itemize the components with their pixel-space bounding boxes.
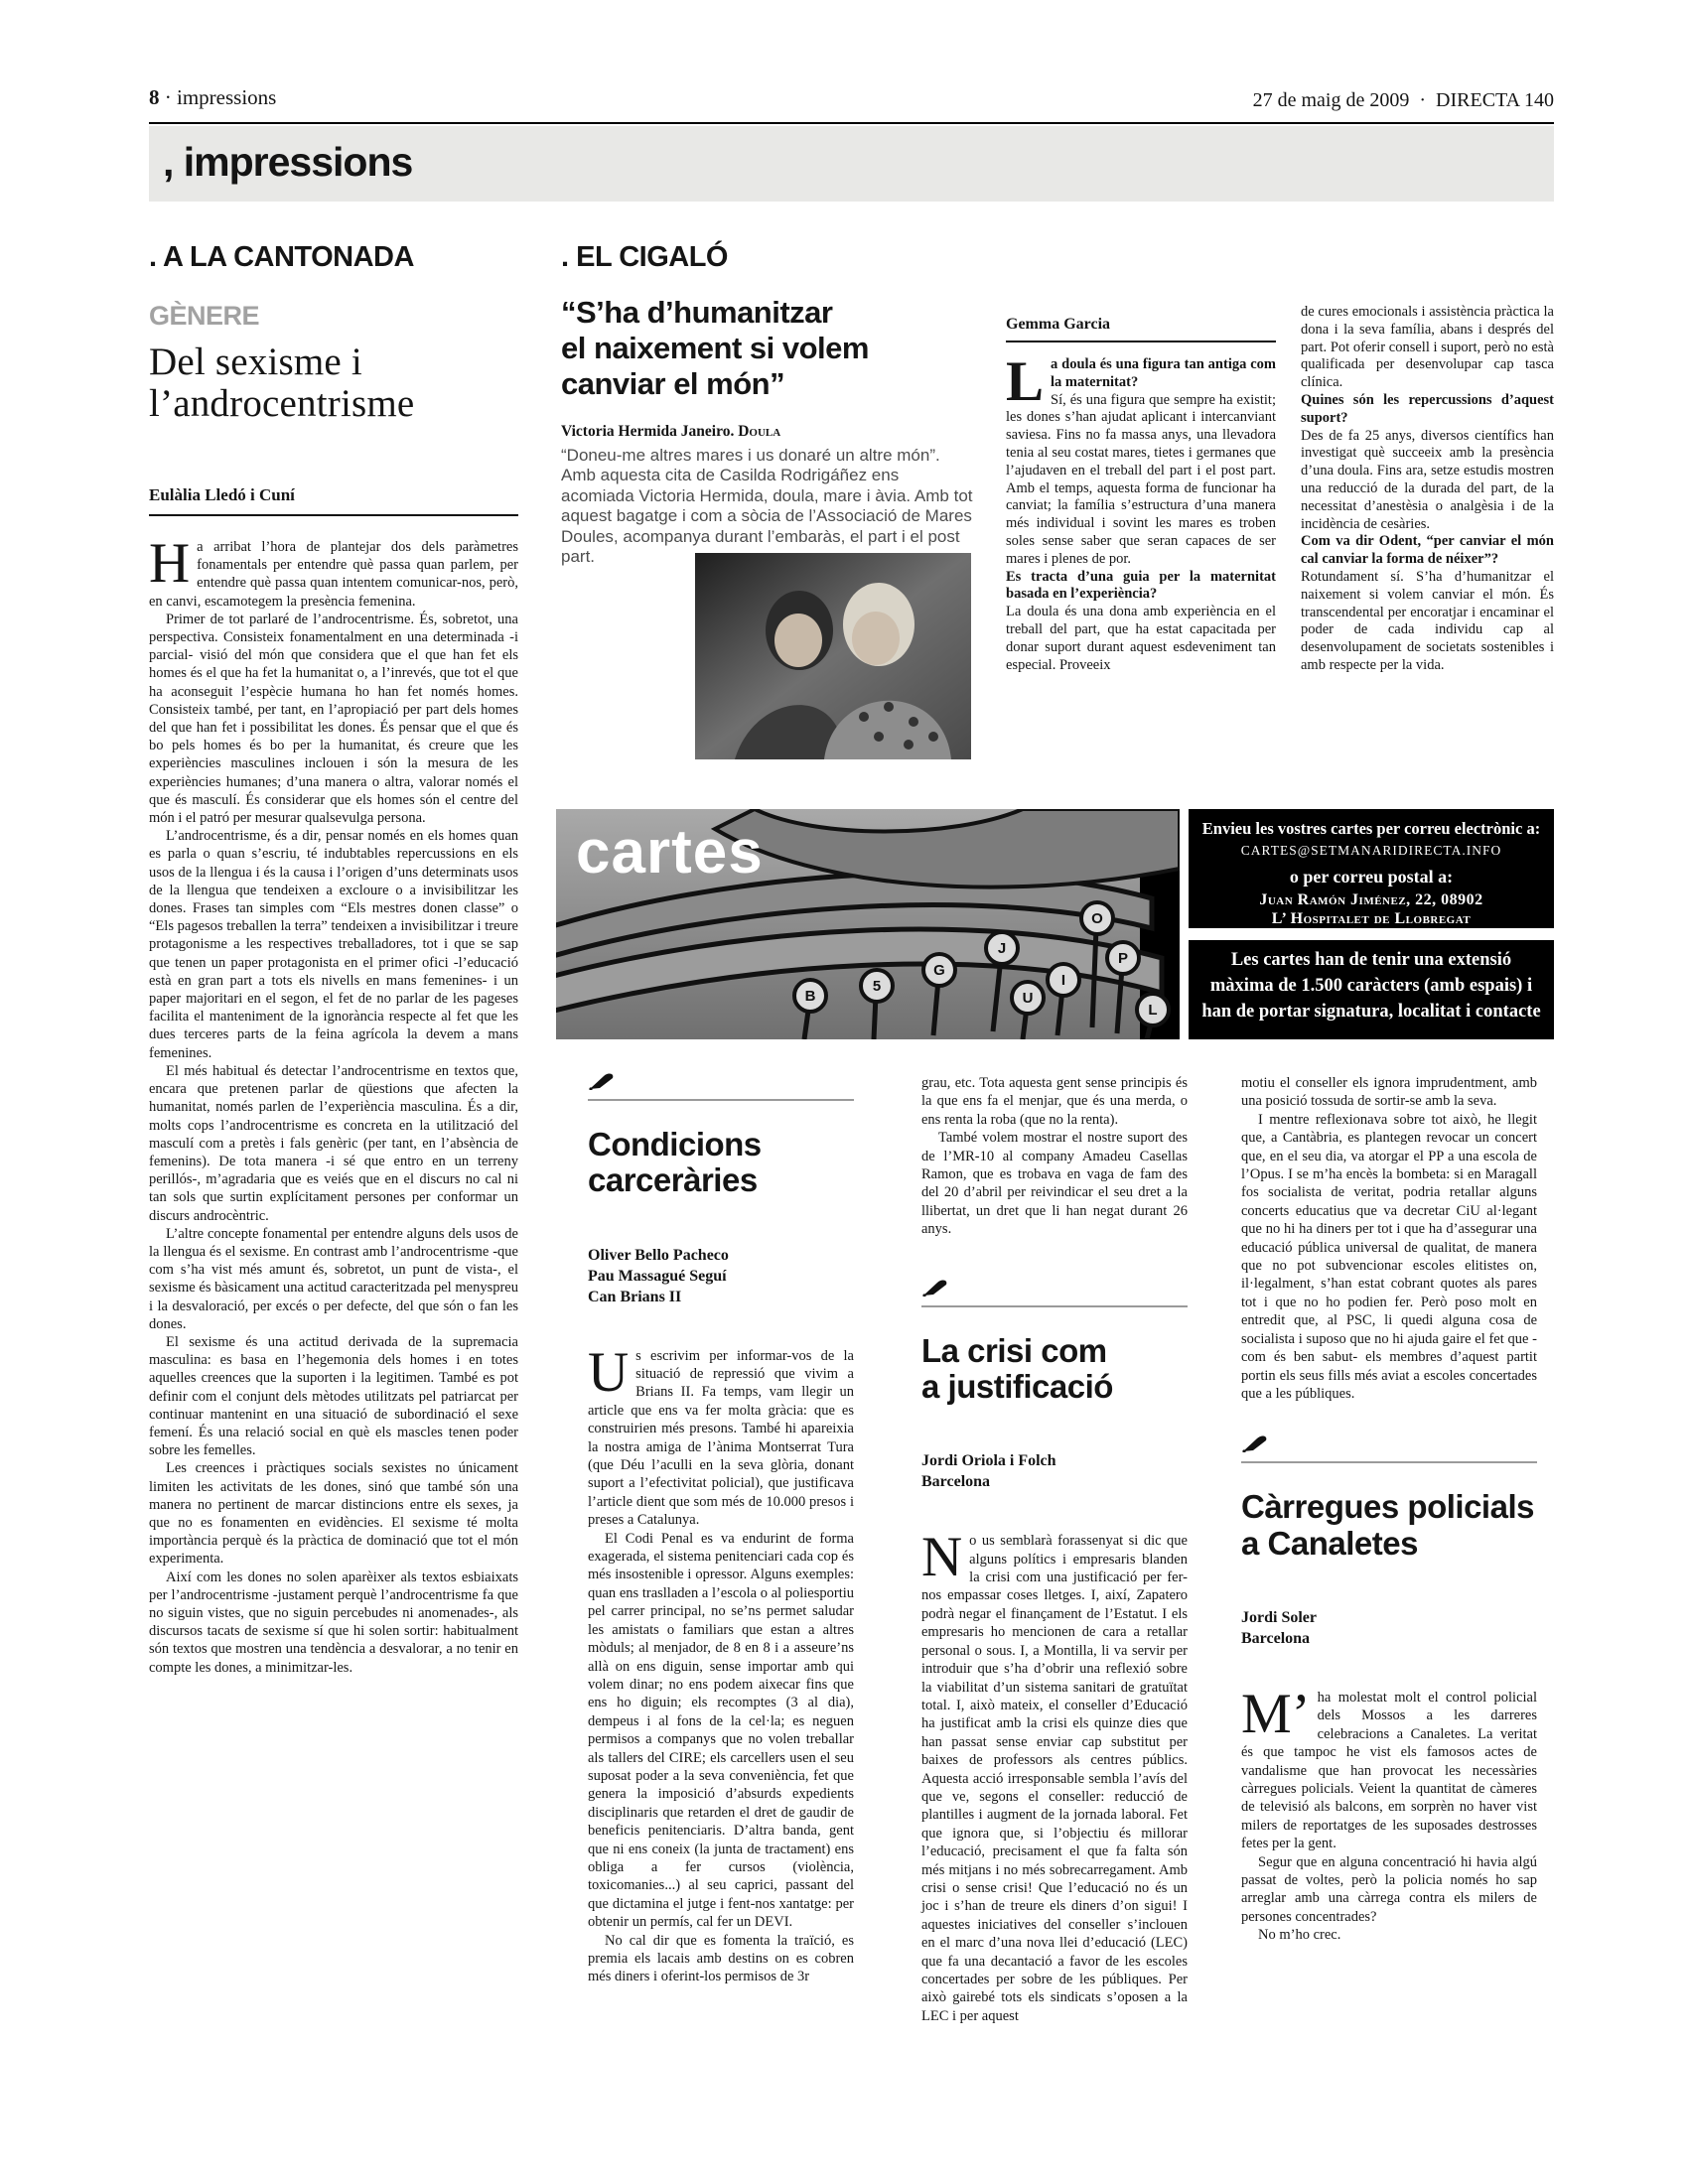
letters-col2 bbox=[921, 1074, 1188, 2025]
dropcap: N bbox=[921, 1526, 963, 1589]
svg-text:G: G bbox=[933, 962, 945, 979]
left-article-body bbox=[149, 532, 518, 1677]
dropcap: H bbox=[149, 532, 191, 595]
letter-divider bbox=[1241, 1433, 1537, 1463]
center-article-title: “S’ha d’humanitzar el naixement si volem canviar el món” bbox=[561, 295, 869, 401]
center-article-byline: Victoria Hermida Janeiro. Doula bbox=[561, 423, 781, 440]
svg-text:5: 5 bbox=[872, 978, 882, 995]
cartes-logo: cartes bbox=[576, 818, 764, 887]
header-rule bbox=[149, 122, 1554, 124]
header-separator: · bbox=[164, 85, 172, 109]
left-article-kicker: . A LA CANTONADA bbox=[149, 241, 414, 273]
postal-heading: o per correu postal a: bbox=[1289, 867, 1454, 887]
dropcap: U bbox=[588, 1340, 630, 1404]
interview-lead-question: La doula és una figura tan antiga com la maternitat? bbox=[1006, 350, 1276, 413]
letter3-title: Càrregues policials a Canaletes bbox=[1241, 1488, 1534, 1562]
cartes-rules-box bbox=[1189, 940, 1554, 1039]
dropcap: L bbox=[1006, 350, 1045, 413]
email-heading: Envieu les vostres cartes per correu electrònic a: bbox=[1201, 819, 1541, 838]
svg-text:P: P bbox=[1117, 950, 1129, 967]
letter1-body: Us escrivim per informar-vos de la situació de repressió que vivim a Brians II. Fa temps, vam llegir un article que ens va fer molta gràcia: que es construirien més presons. També hi apareixia la nostra amiga de l’ànima Montserrat Tura (que Déu l’aculli en la seva glòria, donant suport a l’efectivitat policial), que justificava l’article dient que som més de 10.000 presos i preses a Catalunya. El Codi Penal es va endurint de forma exagerada, el sistema penitenciari cada cop és més insostenible i opressor. Alguns exemples: quan ens traslladen a l’escola o al poliesportiu pel carrer principal, no se’ns permet saludar les amistats o familiars que estan a altres mòduls; al menjador, de 8 en 8 i a asseure’ns allà on ens diguin, sense importar amb qui volem dinar; no ens podem aixecar fins que ens ho diguin; els recomptes (3 al dia), dempeus i al fons de la cel·la; es neguen permisos a companys que no volen treballar als tallers del CIRE; els carcellers usen el seu suposat poder a la seva conveniència, fet que genera la imposició d’absurds expedients disciplinaris que retarden el dret de gaudir de beneficis penitenciaris. D’altra banda, gent que ni ens coneix (la junta de tractament) ens obliga a fer cursos (violència, toxicomanies...) al seu caprici, passant del que dictamina el jutge i fent-nos xantatge: per obtenir un permís, cal fer un DEVI. No cal dir que es fomenta la traïció, es premia els lacais amb destins on es cobren més diners i oferint-los permisos de 3r bbox=[588, 1340, 854, 1985]
cartes-banner bbox=[556, 809, 1180, 1039]
interview-col2 bbox=[1301, 304, 1554, 675]
issue-name: DIRECTA 140 bbox=[1436, 89, 1554, 111]
letter2-authors: Jordi Oriola i Folch Barcelona bbox=[921, 1452, 1056, 1491]
interview-col1 bbox=[1006, 316, 1276, 674]
left-article-lead: Ha arribat l’hora de plantejar dos dels paràmetres fonamentals per entendre què passa quan parlem, per entendre què passa quan intentem comunicar-nos, però, en canvi, escamotegem la presència femenina. bbox=[149, 532, 518, 610]
address-line2: L’ Hospitalet de Llobregat bbox=[1271, 910, 1472, 927]
byline-role: Doula bbox=[738, 423, 781, 440]
interview-qa-col1: Sí, és una figura que sempre ha existit; les dones s’han ajudat aplicant i intercanviant saviesa. Fins no fa massa anys, una llevadora tenia al seu costat mares, tietes i germanes que l’ajudaven en el treball del part i el post part. Amb el temps, aquesta forma de funcionar ha canviat; la família s’estructura d’una manera més individual i sovint les mares es troben soles sense saber que seran capaces de ser mares i plenes de por. Es tracta d’una guia per la maternitat basada en l’experiència? La doula és una dona amb experiència en el treball del part, que ha estat capacitada per donar suport durant aquest esdeveniment tan especial. Proveeix bbox=[1006, 391, 1276, 673]
header-dot: · bbox=[1419, 89, 1427, 111]
svg-text:J: J bbox=[997, 940, 1007, 957]
svg-text:U: U bbox=[1022, 990, 1034, 1007]
cartes-note: Les cartes han de tenir una extensió màxima de 1.500 caràcters (amb espais) i han de portar signatura, localitat i contacte bbox=[1201, 950, 1541, 1022]
letter1-continuation: grau, etc. Tota aquesta gent sense principis és la que ens fa el menjar, que és una merda, o ens renta la roba (que no la renta). També volem mostrar el nostre suport des de l’MR-10 al company Amadeu Casellas Ramon, que es trobava en vaga de fam des del 20 d’abril per reivindicar el seu dret a la llibertat, un dret que li han negat durant 26 anys. bbox=[921, 1075, 1188, 1238]
letter2-body: No us semblarà forassenyat si dic que alguns polítics i empresaris blanden la crisi com una justificació per fer-nos empassar coses lletges. I, així, Zapatero podrà negar el finançament de l’Estatut. I els empresaris ho mencionen de cara a retallar personal o sous. I, a Montilla, li va servir per introduir que s’ha d’obrir una reflexió sobre la viabilitat d’un sistema sanitari de gratuïtat total. I, això mateix, el conseller d’Educació ha justificat amb la crisi els quinze dies que han passat sense enviar cap substitut per baixes de professors als centres públics. Aquesta acció irresponsable sembla l’avís del que ve, segons el conseller: reducció de plantilles i augment de la jornada laboral. Fet que ignora que, si l’objectiu és millorar l’educació, precisament el que fa falta són més mitjans i no més sobrecarregament. Amb crisi o sense crisi! Que l’educació no és un joc i s’han de treure els diners d’on sigui! I aquestes iniciatives del conseller s’inclouen en el marc d’una nova llei d’educació (LEC) que fa una decantació a favor de les escoles concertades per sobre de les públiques. Per això gairebé tots els sindicats s’oposen a la LEC i per aquest bbox=[921, 1526, 1188, 2024]
svg-text:B: B bbox=[804, 988, 816, 1005]
left-article-topic: GÈNERE bbox=[149, 301, 260, 331]
page-header-left bbox=[149, 85, 276, 110]
header-section: impressions bbox=[177, 85, 277, 109]
letter2-continuation: motiu el conseller els ignora imprudentment, amb una posició tossuda de sortir-se amb la seva. I mentre reflexionava sobre tot això, he llegit que, a Cantàbria, es plantegen revocar un concert que, en el seu dia, va atorgar el PP a una escola de l’Opus. I se m’ha encès la bombeta: si en Maragall fos socialista de veritat, podria retallar alguns concerts educatius que va decretar CiU al·legant que no hi ha diners per tot i que ha d’assegurar una educació pública universal de qualitat, de manera que no pot subvencionar escoles elitistes on, il·legalment, s’han estat cobrant quotes als pares tot i que no ho podien fer. Però poso molt en entredit que, al PSC, li quedi alguna cosa de socialista i suposo que no hi ajuda gaire el fet que -com és ben sabut- els membres d’aquest partit portin els seus fills més aviat a escoles concertades que a les públiques. bbox=[1241, 1075, 1537, 1402]
page-number: 8 bbox=[149, 85, 160, 109]
section-band bbox=[149, 126, 1554, 202]
svg-text:O: O bbox=[1091, 910, 1103, 927]
center-article-intro: “Doneu-me altres mares i us donaré un altre món”. Amb aquesta cita de Casilda Rodrigáñez ens acomiada Victoria Hermida, doula, mare i àvia. Amb tot aquest bagatge i com a sòcia de l’Associació de Mares Doules, acompanya durant l’embaràs, el part i el post part. bbox=[561, 446, 973, 566]
left-article-author: Eulàlia Lledó i Cuní bbox=[149, 485, 518, 516]
interview-qa-col2: de cures emocionals i assistència pràctica la dona i la seva família, abans i després del part. Pot oferir consell i suport, però no està qualificada per desenvolupar cap tasca clínica. Quines són les repercussions d’aquest suport? Des de fa 25 anys, diversos científics han investigat què succeeix amb la presència d’una doula. Fins ara, setze estudis mostren una reducció de la durada del part, de la necessitat d’anestèsia o analgèsia i de la incidència de cesàries. Com va dir Odent, “per canviar el món cal canviar la forma de néixer”? Rotundament sí. S’ha d’humanitzar el naixement si volem canviar el món. És transcendental per encoratjar i encaminar el poder de cada individu cap al desenvolupament de societats sostenibles i amb respecte per la vida. bbox=[1301, 304, 1554, 673]
dropcap: M’ bbox=[1241, 1682, 1311, 1745]
address-line1: Juan Ramón Jiménez, 22, 08902 bbox=[1259, 891, 1483, 908]
left-article-title: Del sexisme i l’androcentrisme bbox=[149, 341, 415, 426]
photo-graphic bbox=[695, 553, 971, 759]
letter3-body: M’ ha molestat molt el control policial dels Mossos a les darreres celebracions a Canaletes. La veritat és que tampoc he vist els famosos actes de vandalisme que han provocat les necessàries càrregues policials. Veient la quantitat de càmeres de televisió als balcons, em sorprèn no haver vist milers de reportatges de les suposades destrosses fetes per la gent. Segur que en alguna concentració hi havia algú passat de voltes, però la policia només ho sap arreglar amb una càrrega contra els milers de persones concentrades? No m’ho crec. bbox=[1241, 1682, 1537, 1944]
page-header-right bbox=[1253, 89, 1554, 112]
quill-icon bbox=[588, 1070, 618, 1090]
letter-divider bbox=[921, 1277, 1188, 1307]
svg-text:I: I bbox=[1060, 972, 1066, 989]
interviewer-byline: Gemma Garcia bbox=[1006, 316, 1276, 342]
quill-icon bbox=[1241, 1433, 1271, 1452]
cartes-contact-box bbox=[1189, 809, 1554, 928]
center-article-kicker: . EL CIGALÓ bbox=[561, 241, 728, 273]
section-band-label: , impressions bbox=[163, 139, 413, 185]
letter2-title: La crisi com a justificació bbox=[921, 1331, 1113, 1405]
letter1-title: Condicions carceràries bbox=[588, 1126, 762, 1199]
quill-icon bbox=[921, 1277, 951, 1297]
letter1-authors: Oliver Bello Pacheco Pau Massagué Seguí Can Brians II bbox=[588, 1246, 729, 1305]
left-article-paragraphs: Primer de tot parlaré de l’androcentrisme. És, sobretot, una perspectiva. Consisteix fonamentalment en una determinada -i parcial- visió del món que considera que el que han fet els homes és el que ha fet la humanitat o, a l’inrevés, que tot el que ha aconseguit l’espècie humana ho han fet només homes. Consisteix també, per tant, en l’apropiació per part dels homes del que han fet i possibilitat les dones. És pensar que el que és bo pels homes és bo per la humanitat, és creure que les experiències masculines inclouen i són la mesura de les experiències humanes; d’una manera o altra, valorar només el que és masculí. És considerar que els homes són el centre del món i el patró per mesurar qualsevulga persona. L’androcentrisme, és a dir, pensar només en els homes quan es parla o quan s’escriu, té indubtables repercussions en els usos de la llengua i és la causa i l’origen d’uns determinats usos de la llengua que tendeixen a excloure o a invisibilitzar les dones. Frases tan simples com “Els mestres donen classe” o “Els pagesos treballen la terra” tendeixen a invisibilitzar i treure protagonisme a les respectives treballadores, tot i que se sap que tenen un paper protagonista en el primer ofici -l’educació està en gran part a tots els nivells en mans femenines- i un paper majoritari en el segon, el fet de no parlar de les pageses facilita el manteniment de la ignorància respecte al fet que les dues terceres parts de la feina agrícola la devem a mans femenines. El més habitual és detectar l’androcentrisme en textos que, encara que pretenen parlar de qüestions que afecten la humanitat, només parlen de l’experiència masculina. És a dir, molts cops l’androcentrisme es concreta en la utilització del masculí com a pretès i fals genèric (per tant, en l’absència de femenins). De tota manera -i sé que entro en un terreny perillós-, m’agradaria que es veiés que en el discurs no cal ni tan sols que surtin explícitament persones per conformar un discurs androcèntric. L’altre concepte fonamental per entendre alguns dels usos de la llengua és el sexisme. En contrast amb l’androcentrisme -que com s’ha vist més amunt és, sobretot, un punt de vista-, el sexisme és bàsicament una actitud caracteritzada pel menyspreu i la desvaloració, per excés o per defecte, del que són o fan les dones. El sexisme és una actitud derivada de la supremacia masculina: es basa en l’hegemonia dels homes i en totes aquelles creences que la suporten i la legitimen. També es pot definir com el conjunt dels mètodes utilitzats pel patriarcat per continuar mantenint en una situació de subordinació el sexe femení. És una relació social en què els mascles tenen poder sobre les femelles. Les creences i pràctiques socials sexistes no únicament limiten les activitats de les dones, sinó que també són una manera no pertinent de marcar distincions entre els sexes, ja que no es fonamenten en evidències. El sexisme té molta importància perquè és la pràctica de dominació que tot el món experimenta. Així com les dones no solen aparèixer als textos esbiaixats per l’androcentrisme -justament perquè l’androcentrisme fa que no siguin vistes, que no siguin percebudes ni anomenades-, als discursos tacats de sexisme sí que hi solen sortir: habitualment són textos que mostren una tendència a desvalorar, a no tenir en compte les dones, a minimitzar-les. bbox=[149, 611, 518, 1676]
letter-divider bbox=[588, 1070, 854, 1101]
letters-col1 bbox=[588, 1070, 854, 1986]
svg-text:L: L bbox=[1148, 1002, 1158, 1019]
letters-col3 bbox=[1241, 1074, 1537, 1945]
letter3-authors: Jordi Soler Barcelona bbox=[1241, 1608, 1317, 1647]
article-photo bbox=[695, 553, 971, 759]
issue-date: 27 de maig de 2009 bbox=[1252, 89, 1410, 111]
cartes-email: CARTES@SETMANARIDIRECTA.INFO bbox=[1240, 843, 1502, 858]
